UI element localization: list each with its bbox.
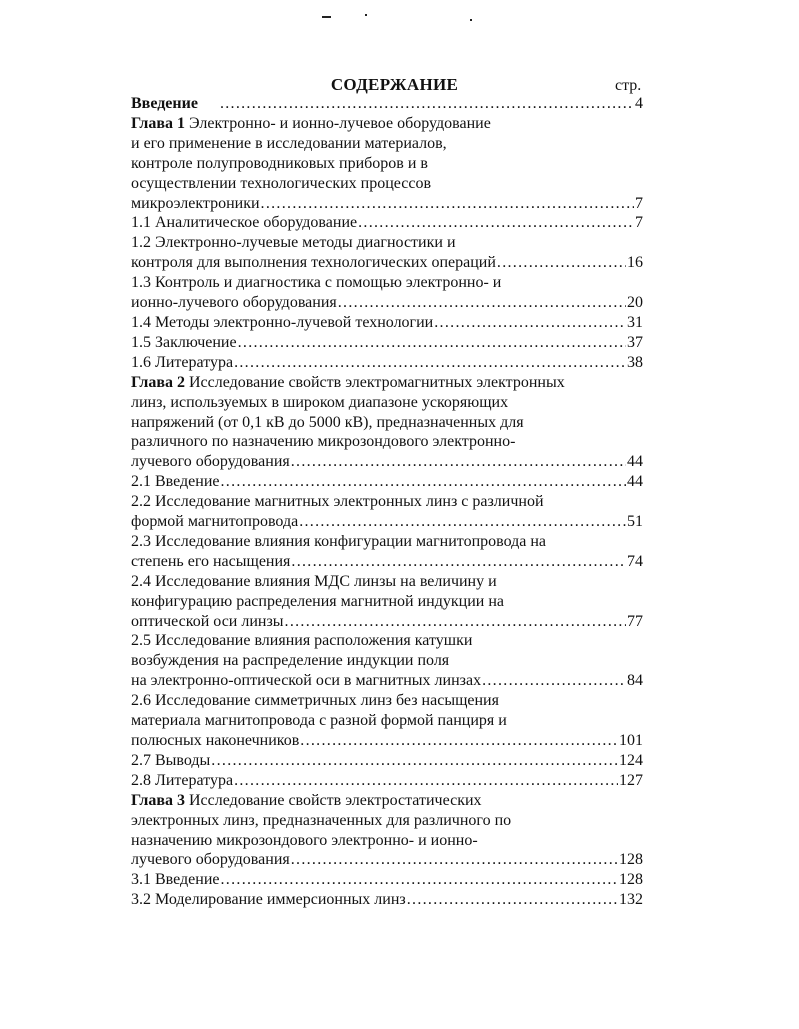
toc-line [131,393,643,413]
toc-entry[interactable] [131,572,643,632]
entry-text: 2.6 Исследование симметричных линз без насыщения [131,692,499,710]
toc-entry[interactable] [131,353,643,373]
entry-text: 3.2 Моделирование иммерсионных линз [131,891,406,909]
page-number: 132 [619,891,643,909]
page-number: 74 [627,552,643,570]
dot-leader [300,731,618,751]
page-number: 38 [627,353,643,371]
toc-line [131,631,643,651]
toc-line [131,174,643,194]
toc-entry[interactable] [131,890,643,910]
toc-line [131,850,643,870]
entry-text: 2.1 Введение [131,473,220,491]
title-text: СОДЕРЖАНИЕ [330,75,459,94]
entry-text: 1.6 Литература [131,353,234,371]
entry-text: конфигурацию распределения магнитной индукции на [131,592,504,610]
toc-line [131,333,643,353]
page-number: 84 [627,672,643,690]
entry-text: формой магнитопровода [131,513,299,531]
dot-leader [211,751,618,771]
toc-line [131,194,643,214]
dot-leader [238,333,626,353]
toc-entry[interactable] [131,213,643,233]
toc-line [131,253,643,273]
page-number: 51 [627,513,643,531]
entry-text: лучевого оборудования [131,851,290,869]
toc-line [131,452,643,472]
entry-text: линз, используемых в широком диапазоне ускоряющих [131,393,509,411]
page-number: 20 [627,294,643,312]
page-title [0,75,799,95]
entry-text: Исследование свойств электромагнитных электронных [185,373,565,391]
toc-line [131,552,643,572]
toc-line [131,213,643,233]
entry-text: степень его насыщения [131,552,291,570]
toc-entry[interactable] [131,273,643,313]
chapter-label: Введение [131,95,198,112]
toc-entry[interactable] [131,791,643,871]
dot-leader [261,194,634,214]
dot-leader [221,472,627,492]
entry-text: напряжений (от 0,1 кВ до 5000 кВ), предназначенных для [131,413,524,431]
chapter-label: Глава 2 [131,373,185,391]
toc-line [131,353,643,373]
toc-entry[interactable] [131,313,643,333]
toc-line [131,512,643,532]
entry-text: Электронно- и ионно-лучевое оборудование [185,114,491,132]
scan-artifact-mark [322,16,331,18]
table-of-contents [131,94,643,910]
entry-text: различного по назначению микрозондового электронно- [131,433,516,451]
toc-line [131,612,643,632]
toc-entry[interactable] [131,870,643,890]
entry-text: возбуждения на распределение индукции поля [131,652,450,670]
page-number: 127 [619,771,643,789]
page-number: 101 [619,732,643,749]
chapter-label: Глава 3 [131,791,185,809]
toc-line [131,751,643,771]
entry-text: 2.4 Исследование влияния МДС линзы на величину и [131,572,497,590]
dot-leader [358,213,634,233]
page-number: 31 [627,313,643,331]
toc-line [131,711,643,731]
toc-line [131,413,643,433]
page-number: 37 [627,333,643,351]
page-number: 7 [635,194,643,212]
toc-line [131,791,643,811]
toc-line [131,134,643,154]
dot-leader [234,353,626,373]
page-number: 128 [619,851,643,869]
entry-text: 2.8 Литература [131,771,234,789]
toc-line [131,691,643,711]
entry-text: 1.2 Электронно-лучевые методы диагностики и [131,234,456,252]
toc-entry[interactable] [131,373,643,473]
entry-text: микроэлектроники [131,194,260,212]
toc-line [131,811,643,831]
dot-leader [482,671,626,691]
toc-line [131,373,643,393]
toc-line [131,890,643,910]
entry-text: 2.2 Исследование магнитных электронных линз с различной [131,493,544,511]
toc-line [131,114,643,134]
dot-leader [291,850,618,870]
scan-artifact-mark [365,14,367,16]
toc-entry[interactable] [131,94,643,114]
toc-line [131,532,643,552]
entry-text: оптической оси линзы [131,612,284,630]
page-number: 44 [627,473,643,491]
toc-line [131,154,643,174]
dot-leader [338,293,626,313]
dot-leader [291,452,626,472]
dot-leader [299,512,626,532]
toc-entry[interactable] [131,771,643,791]
page-number: 128 [619,871,643,889]
toc-line [131,771,643,791]
entry-text: 1.3 Контроль и диагностика с помощью электронно- и [131,274,502,292]
entry-text: материала магнитопровода с разной формой панциря и [131,712,507,730]
entry-text: ионно-лучевого оборудования [131,294,337,312]
scan-artifact-mark [470,19,472,21]
dot-leader [407,890,618,910]
toc-line [131,233,643,253]
toc-entry[interactable] [131,233,643,273]
toc-entry[interactable] [131,532,643,572]
page-number: 77 [627,612,643,630]
toc-entry[interactable] [131,751,643,771]
toc-line [131,671,643,691]
toc-entry[interactable] [131,472,643,492]
toc-line [131,592,643,612]
page-number: 16 [627,254,643,272]
entry-text: 2.5 Исследование влияния расположения катушки [131,632,473,650]
toc-line [131,870,643,890]
page-column-label: стр. [615,77,642,94]
dot-leader [221,870,619,890]
toc-entry[interactable] [131,333,643,353]
entry-text: осуществлении технологических процессов [131,174,432,192]
entry-text: лучевого оборудования [131,453,290,471]
entry-text: 1.4 Методы электронно-лучевой технологии [131,313,434,331]
toc-line [131,831,643,851]
toc-line [131,731,643,751]
entry-text: 1.1 Аналитическое оборудование [131,214,358,232]
entry-text: контроле полупроводниковых приборов и в [131,154,428,172]
dot-leader [285,612,626,632]
toc-line [131,492,643,512]
page-number: 4 [635,95,643,112]
toc-entry[interactable] [131,631,643,691]
toc-line [131,572,643,592]
page-number: 124 [619,751,643,769]
dot-leader [234,771,618,791]
toc-line [131,313,643,333]
entry-text: 2.7 Выводы [131,751,211,769]
toc-line [131,94,643,114]
toc-line [131,472,643,492]
entry-text: электронных линз, предназначенных для различного по [131,811,512,829]
toc-line [131,651,643,671]
chapter-label: Глава 1 [131,114,185,132]
entry-text: полюсных наконечников [131,732,300,749]
toc-entry[interactable] [131,114,643,214]
entry-text: Исследование свойств электростатических [185,791,482,809]
dot-leader [497,253,626,273]
toc-line [131,293,643,313]
entry-text: контроля для выполнения технологических операций [131,254,496,272]
page-number: 7 [635,214,643,232]
entry-text: назначению микрозондового электронно- и ионно- [131,831,478,849]
entry-text: 1.5 Заключение [131,333,237,351]
dot-leader [434,313,626,333]
entry-text: на электронно-оптической оси в магнитных линзах [131,672,482,690]
entry-text: и его применение в исследовании материалов, [131,134,447,152]
toc-entry[interactable] [131,492,643,532]
page-number: 44 [627,453,643,471]
toc-line [131,273,643,293]
entry-text: 3.1 Введение [131,871,220,889]
dot-leader [220,94,634,114]
toc-line [131,432,643,452]
dot-leader [291,552,626,572]
entry-text: 2.3 Исследование влияния конфигурации магнитопровода на [131,532,547,550]
toc-entry[interactable] [131,691,643,751]
